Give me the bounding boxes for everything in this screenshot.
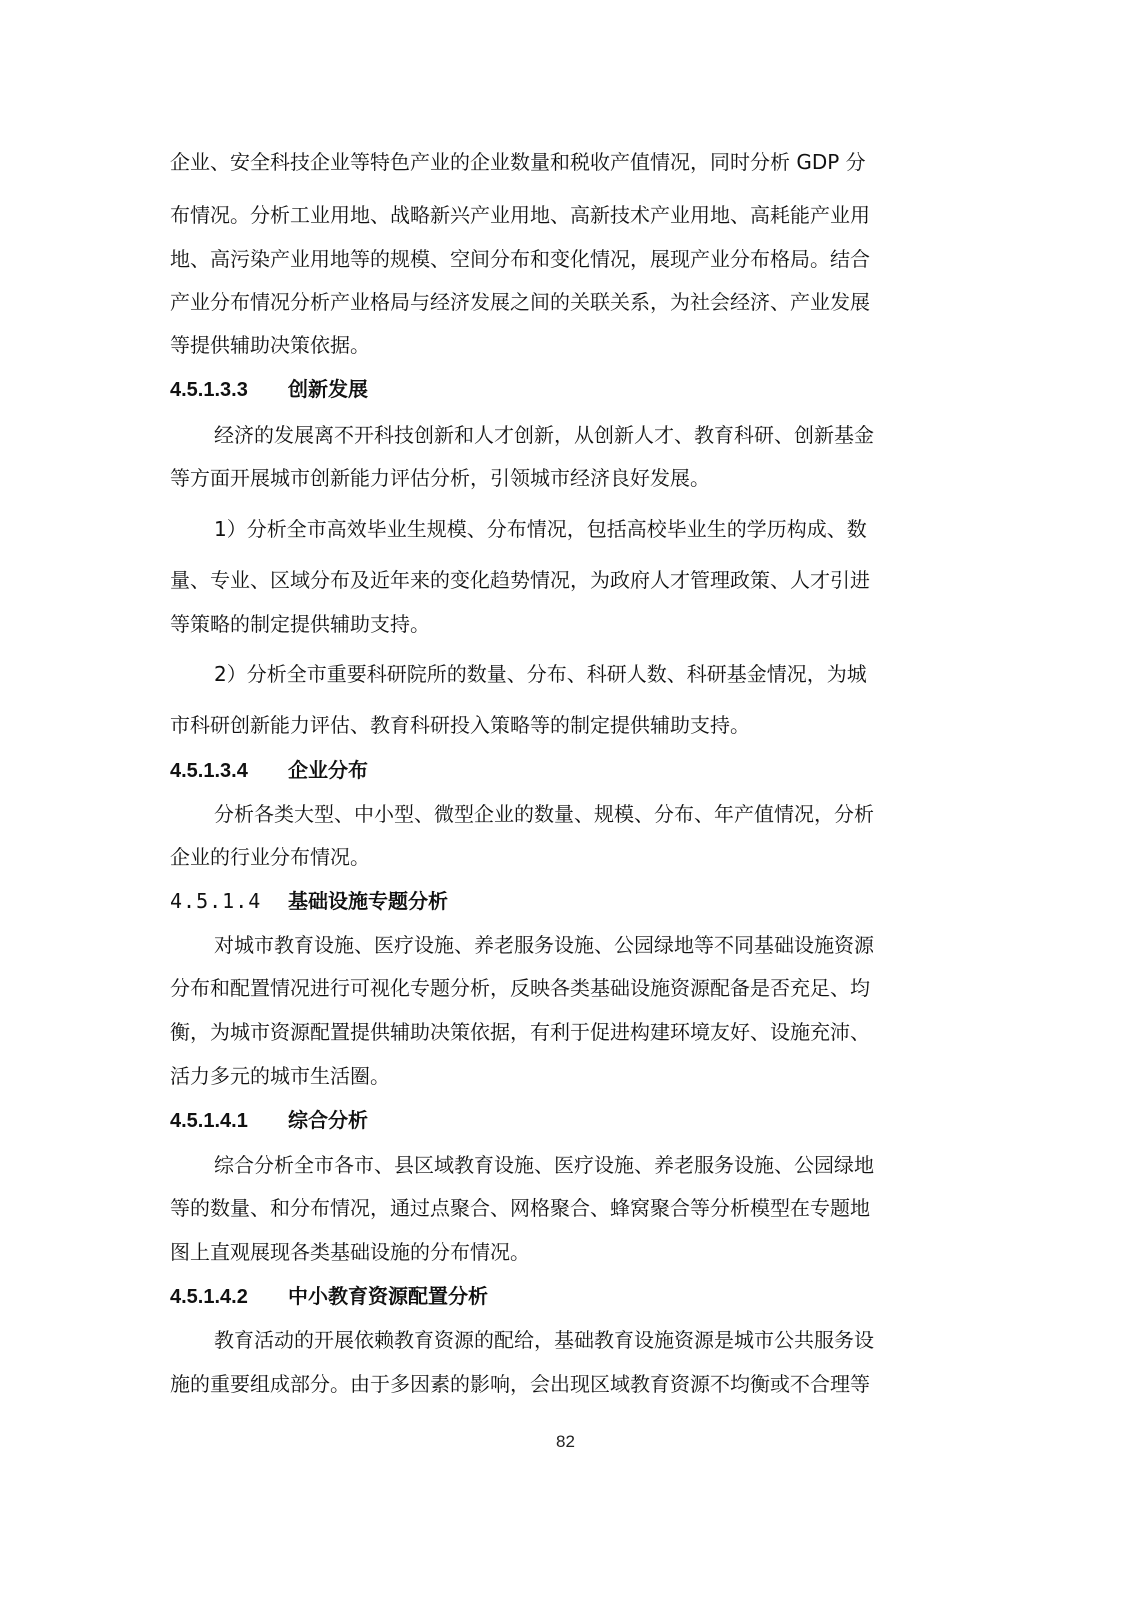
body-text-line: 量、专业、区域分布及近年来的变化趋势情况，为政府人才管理政策、人才引进 — [170, 568, 870, 592]
section-title: 中小教育资源配置分析 — [288, 1284, 488, 1308]
body-text-line: 施的重要组成部分。由于多因素的影响，会出现区域教育资源不均衡或不合理等 — [170, 1372, 870, 1396]
body-text-line: 等提供辅助决策依据。 — [170, 333, 370, 357]
section-number: 4.5.1.4 — [170, 889, 262, 913]
section-heading — [170, 1108, 368, 1133]
body-text-line: 等的数量、和分布情况，通过点聚合、网格聚合、蜂窝聚合等分析模型在专题地 — [170, 1196, 870, 1220]
body-text-line: 1）分析全市高效毕业生规模、分布情况，包括高校毕业生的学历构成、数 — [214, 517, 867, 541]
body-text-line: 图上直观展现各类基础设施的分布情况。 — [170, 1240, 530, 1264]
section-heading — [170, 377, 368, 402]
section-title: 企业分布 — [288, 758, 368, 782]
body-text-line: 产业分布情况分析产业格局与经济发展之间的关联关系，为社会经济、产业发展 — [170, 290, 870, 314]
body-text-line: 分析各类大型、中小型、微型企业的数量、规模、分布、年产值情况，分析 — [214, 802, 874, 826]
page-number: 82 — [556, 1432, 575, 1451]
section-number: 4.5.1.3.3 — [170, 379, 248, 401]
section-number: 4.5.1.3.4 — [170, 760, 248, 782]
body-text-line: 衡，为城市资源配置提供辅助决策依据，有利于促进构建环境友好、设施充沛、 — [170, 1020, 870, 1044]
body-text-line: 对城市教育设施、医疗设施、养老服务设施、公园绿地等不同基础设施资源 — [214, 933, 874, 957]
body-text-line: 等方面开展城市创新能力评估分析，引领城市经济良好发展。 — [170, 466, 710, 490]
section-number: 4.5.1.4.2 — [170, 1286, 248, 1308]
body-text-line: 等策略的制定提供辅助支持。 — [170, 612, 430, 636]
section-title: 综合分析 — [288, 1108, 368, 1132]
body-text-line: 综合分析全市各市、县区域教育设施、医疗设施、养老服务设施、公园绿地 — [214, 1153, 874, 1177]
body-text-line: 2）分析全市重要科研院所的数量、分布、科研人数、科研基金情况，为城 — [214, 662, 867, 686]
body-text-line: 活力多元的城市生活圈。 — [170, 1064, 390, 1088]
body-text-line: 布情况。分析工业用地、战略新兴产业用地、高新技术产业用地、高耗能产业用 — [170, 203, 870, 227]
body-text-line: 经济的发展离不开科技创新和人才创新，从创新人才、教育科研、创新基金 — [214, 423, 874, 447]
body-text-line: 市科研创新能力评估、教育科研投入策略等的制定提供辅助支持。 — [170, 713, 750, 737]
body-text-line: 分布和配置情况进行可视化专题分析，反映各类基础设施资源配备是否充足、均 — [170, 976, 870, 1000]
body-text-line: 企业的行业分布情况。 — [170, 845, 370, 869]
section-title: 创新发展 — [288, 377, 368, 401]
section-title: 基础设施专题分析 — [288, 889, 448, 913]
body-text-line: 地、高污染产业用地等的规模、空间分布和变化情况，展现产业分布格局。结合 — [170, 247, 870, 271]
section-heading — [170, 758, 368, 783]
body-text-line: 企业、安全科技企业等特色产业的企业数量和税收产值情况，同时分析 GDP 分 — [170, 150, 866, 174]
section-number: 4.5.1.4.1 — [170, 1110, 248, 1132]
section-heading — [170, 1284, 488, 1309]
body-text-line: 教育活动的开展依赖教育资源的配给，基础教育设施资源是城市公共服务设 — [214, 1328, 874, 1352]
section-heading — [170, 889, 448, 913]
